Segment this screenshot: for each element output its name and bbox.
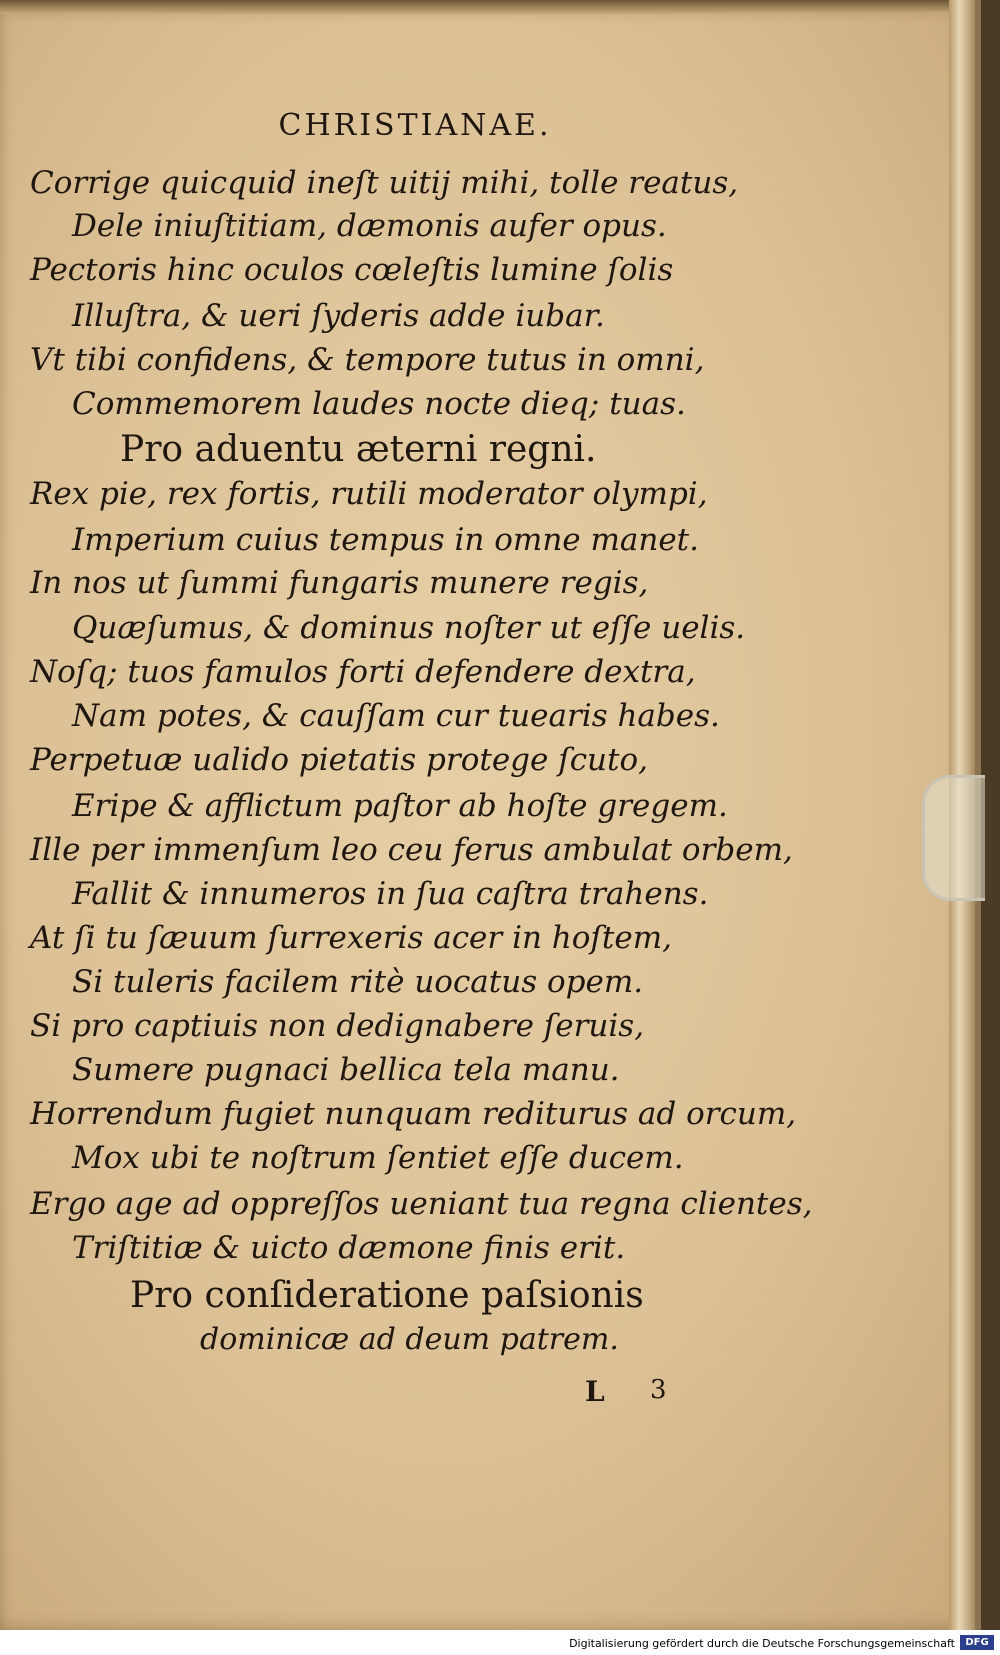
verse-line: Imperium cuius tempus in omne manet.	[72, 522, 699, 558]
verse-line: Commemorem laudes nocte dieq; tuas.	[72, 386, 686, 422]
section-heading: Pro aduentu æterni regni.	[120, 429, 597, 470]
verse-line: Quæſumus, & dominus noſter ut eſſe uelis.	[72, 610, 746, 646]
folio-number: 3	[650, 1375, 667, 1405]
verse-line: Dele iniuſtitiam, dæmonis aufer opus.	[72, 208, 667, 244]
section-heading-continued: dominicæ ad deum patrem.	[200, 1322, 619, 1357]
verse-line: Eripe & afflictum paſtor ab hoſte gregem.	[72, 788, 728, 824]
verse-line: Si tuleris facilem ritè uocatus opem.	[72, 964, 644, 1000]
running-header: CHRISTIANAE.	[278, 108, 552, 143]
signature-mark: L	[585, 1375, 605, 1408]
verse-line: Illuſtra, & ueri ſyderis adde iubar.	[72, 298, 605, 334]
verse-line: Mox ubi te noſtrum ſentiet eſſe ducem.	[72, 1140, 684, 1176]
verse-line: Sumere pugnaci bellica tela manu.	[72, 1052, 620, 1088]
verse-line: Corrige quicquid ineſt uitij mihi, tolle reatus,	[30, 165, 739, 201]
verse-line: Noſq; tuos famulos forti defendere dextra,	[30, 654, 696, 690]
verse-line: At ſi tu ſæuum ſurrexeris acer in hoſtem,	[30, 920, 672, 956]
dfg-logo-icon: DFG	[960, 1635, 994, 1650]
verse-line: Perpetuæ ualido pietatis protege ſcuto,	[30, 742, 649, 778]
verse-line: Vt tibi confidens, & tempore tutus in omni,	[30, 342, 705, 378]
verse-line: Triſtitiæ & uicto dæmone finis erit.	[72, 1230, 626, 1266]
verse-line: In nos ut ſummi fungaris munere regis,	[30, 565, 649, 601]
section-heading: Pro conſideratione paſsionis	[130, 1275, 644, 1316]
verse-line: Pectoris hinc oculos cœleſtis lumine ſolis	[30, 252, 674, 288]
footer-bar	[0, 1630, 1000, 1655]
page-marker-tab	[922, 775, 985, 901]
verse-line: Si pro captiuis non dedignabere ſeruis,	[30, 1008, 645, 1044]
verse-line: Horrendum fugiet nunquam rediturus ad orcum,	[30, 1096, 797, 1132]
verse-line: Ergo age ad oppreſſos ueniant tua regna clientes,	[30, 1186, 813, 1222]
verse-line: Ille per immenſum leo ceu ferus ambulat orbem,	[30, 832, 793, 868]
page-text	[30, 0, 910, 1630]
funding-credit: Digitalisierung gefördert durch die Deutsche Forschungsgemeinschaft	[569, 1637, 955, 1650]
verse-line: Rex pie, rex fortis, rutili moderator olympi,	[30, 476, 708, 512]
verse-line: Nam potes, & cauſſam cur tuearis habes.	[72, 698, 720, 734]
verse-line: Fallit & innumeros in ſua caſtra trahens.	[72, 876, 709, 912]
